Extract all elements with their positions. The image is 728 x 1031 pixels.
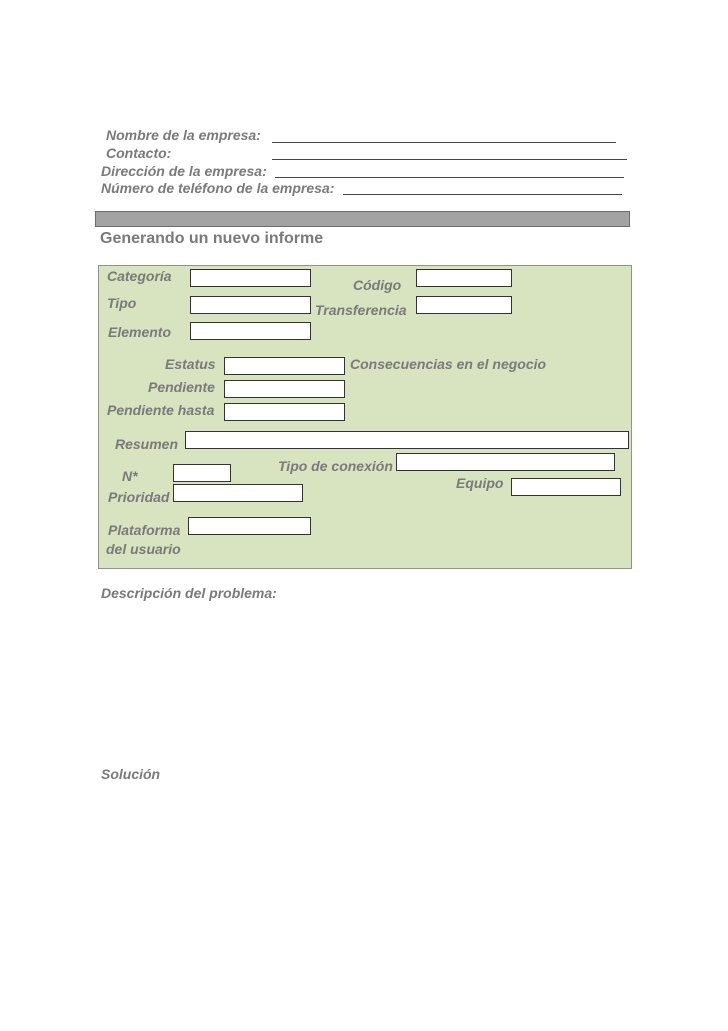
codigo-label: Código xyxy=(353,277,402,293)
tipo-label: Tipo xyxy=(107,295,137,311)
equipo-label: Equipo xyxy=(456,475,504,491)
section-title: Generando un nuevo informe xyxy=(100,230,324,247)
plataforma-label: Plataforma xyxy=(108,522,181,538)
n-label: N* xyxy=(122,468,138,484)
categoria-label: Categoría xyxy=(107,268,172,284)
company-name-label: Nombre de la empresa: xyxy=(106,127,261,143)
pendiente-input[interactable] xyxy=(224,380,345,398)
resumen-label: Resumen xyxy=(115,436,179,452)
n-input[interactable] xyxy=(173,464,231,482)
contact-line[interactable] xyxy=(272,159,627,160)
tipo-input[interactable] xyxy=(190,296,311,314)
estatus-label: Estatus xyxy=(165,356,216,372)
tipo-conexion-label: Tipo de conexión xyxy=(278,458,393,474)
consecuencias-label: Consecuencias en el negocio xyxy=(350,356,547,372)
elemento-input[interactable] xyxy=(190,322,311,340)
transferencia-label: Transferencia xyxy=(315,302,407,318)
resumen-input[interactable] xyxy=(185,431,629,449)
company-name-line[interactable] xyxy=(272,142,616,143)
plataforma-input[interactable] xyxy=(188,517,311,535)
codigo-input[interactable] xyxy=(416,269,512,287)
elemento-label: Elemento xyxy=(108,324,172,340)
categoria-input[interactable] xyxy=(190,269,311,287)
pendiente-label: Pendiente xyxy=(148,379,215,395)
descripcion-label: Descripción del problema: xyxy=(101,585,277,601)
phone-line[interactable] xyxy=(343,194,622,195)
transferencia-input[interactable] xyxy=(416,296,512,314)
contact-label: Contacto: xyxy=(106,145,172,161)
address-label: Dirección de la empresa: xyxy=(101,163,267,179)
address-line[interactable] xyxy=(275,177,624,178)
tipo-conexion-input[interactable] xyxy=(396,453,615,471)
estatus-input[interactable] xyxy=(224,357,345,375)
pendiente-hasta-label: Pendiente hasta xyxy=(107,402,215,418)
solucion-label: Solución xyxy=(101,766,161,782)
phone-label: Número de teléfono de la empresa: xyxy=(101,180,335,196)
equipo-input[interactable] xyxy=(511,478,621,496)
section-divider-bar xyxy=(95,211,630,227)
prioridad-input[interactable] xyxy=(173,484,303,502)
pendiente-hasta-input[interactable] xyxy=(224,403,345,421)
prioridad-label: Prioridad xyxy=(108,489,170,505)
del-usuario-label: del usuario xyxy=(106,541,181,557)
